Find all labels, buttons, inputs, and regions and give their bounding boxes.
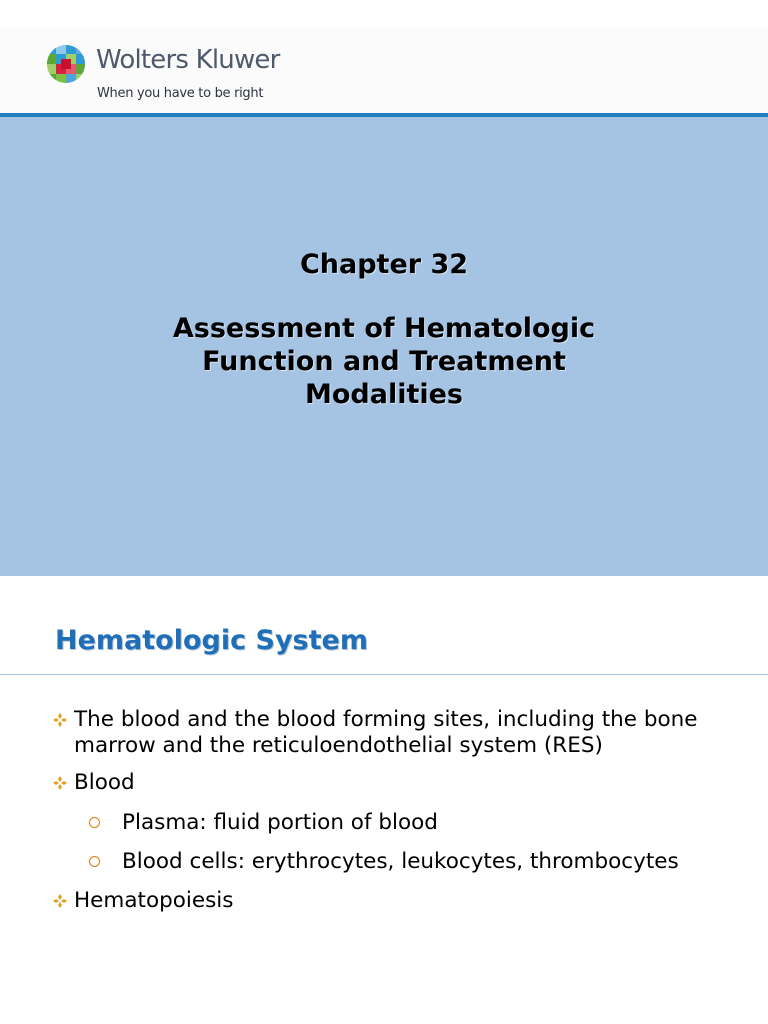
circle-bullet-icon xyxy=(89,856,100,867)
list-item xyxy=(74,888,233,914)
list-item-text: The blood and the blood forming sites, including the bone marrow and the reticuloendothelial system (RES) xyxy=(74,707,698,758)
list-item-text: Blood xyxy=(74,770,135,795)
list-item-text: Hematopoiesis xyxy=(74,888,234,913)
diamond-bullet-icon xyxy=(52,893,68,909)
brand-tagline: When you have to be right xyxy=(97,86,264,101)
chapter-title: Assessment of Hematologic Function and Treatment Modalities xyxy=(172,313,596,410)
content-slide xyxy=(0,576,768,1024)
sub-list-item-text: Plasma: fluid portion of blood xyxy=(122,810,438,835)
diamond-bullet-icon xyxy=(52,712,68,728)
list-item xyxy=(74,770,135,796)
circle-bullet-icon xyxy=(89,817,100,828)
sub-list-item xyxy=(122,810,438,836)
slide-heading: Hematologic System xyxy=(55,625,368,656)
chapter-label: Chapter 32 xyxy=(299,249,469,280)
brand-name: Wolters Kluwer xyxy=(96,45,280,75)
list-item xyxy=(74,707,764,759)
wolters-kluwer-logo-icon xyxy=(46,44,86,84)
diamond-bullet-icon xyxy=(52,775,68,791)
sub-list-item xyxy=(122,849,679,875)
sub-list-item-text: Blood cells: erythrocytes, leukocytes, thrombocytes xyxy=(122,849,679,874)
heading-divider xyxy=(0,674,768,675)
